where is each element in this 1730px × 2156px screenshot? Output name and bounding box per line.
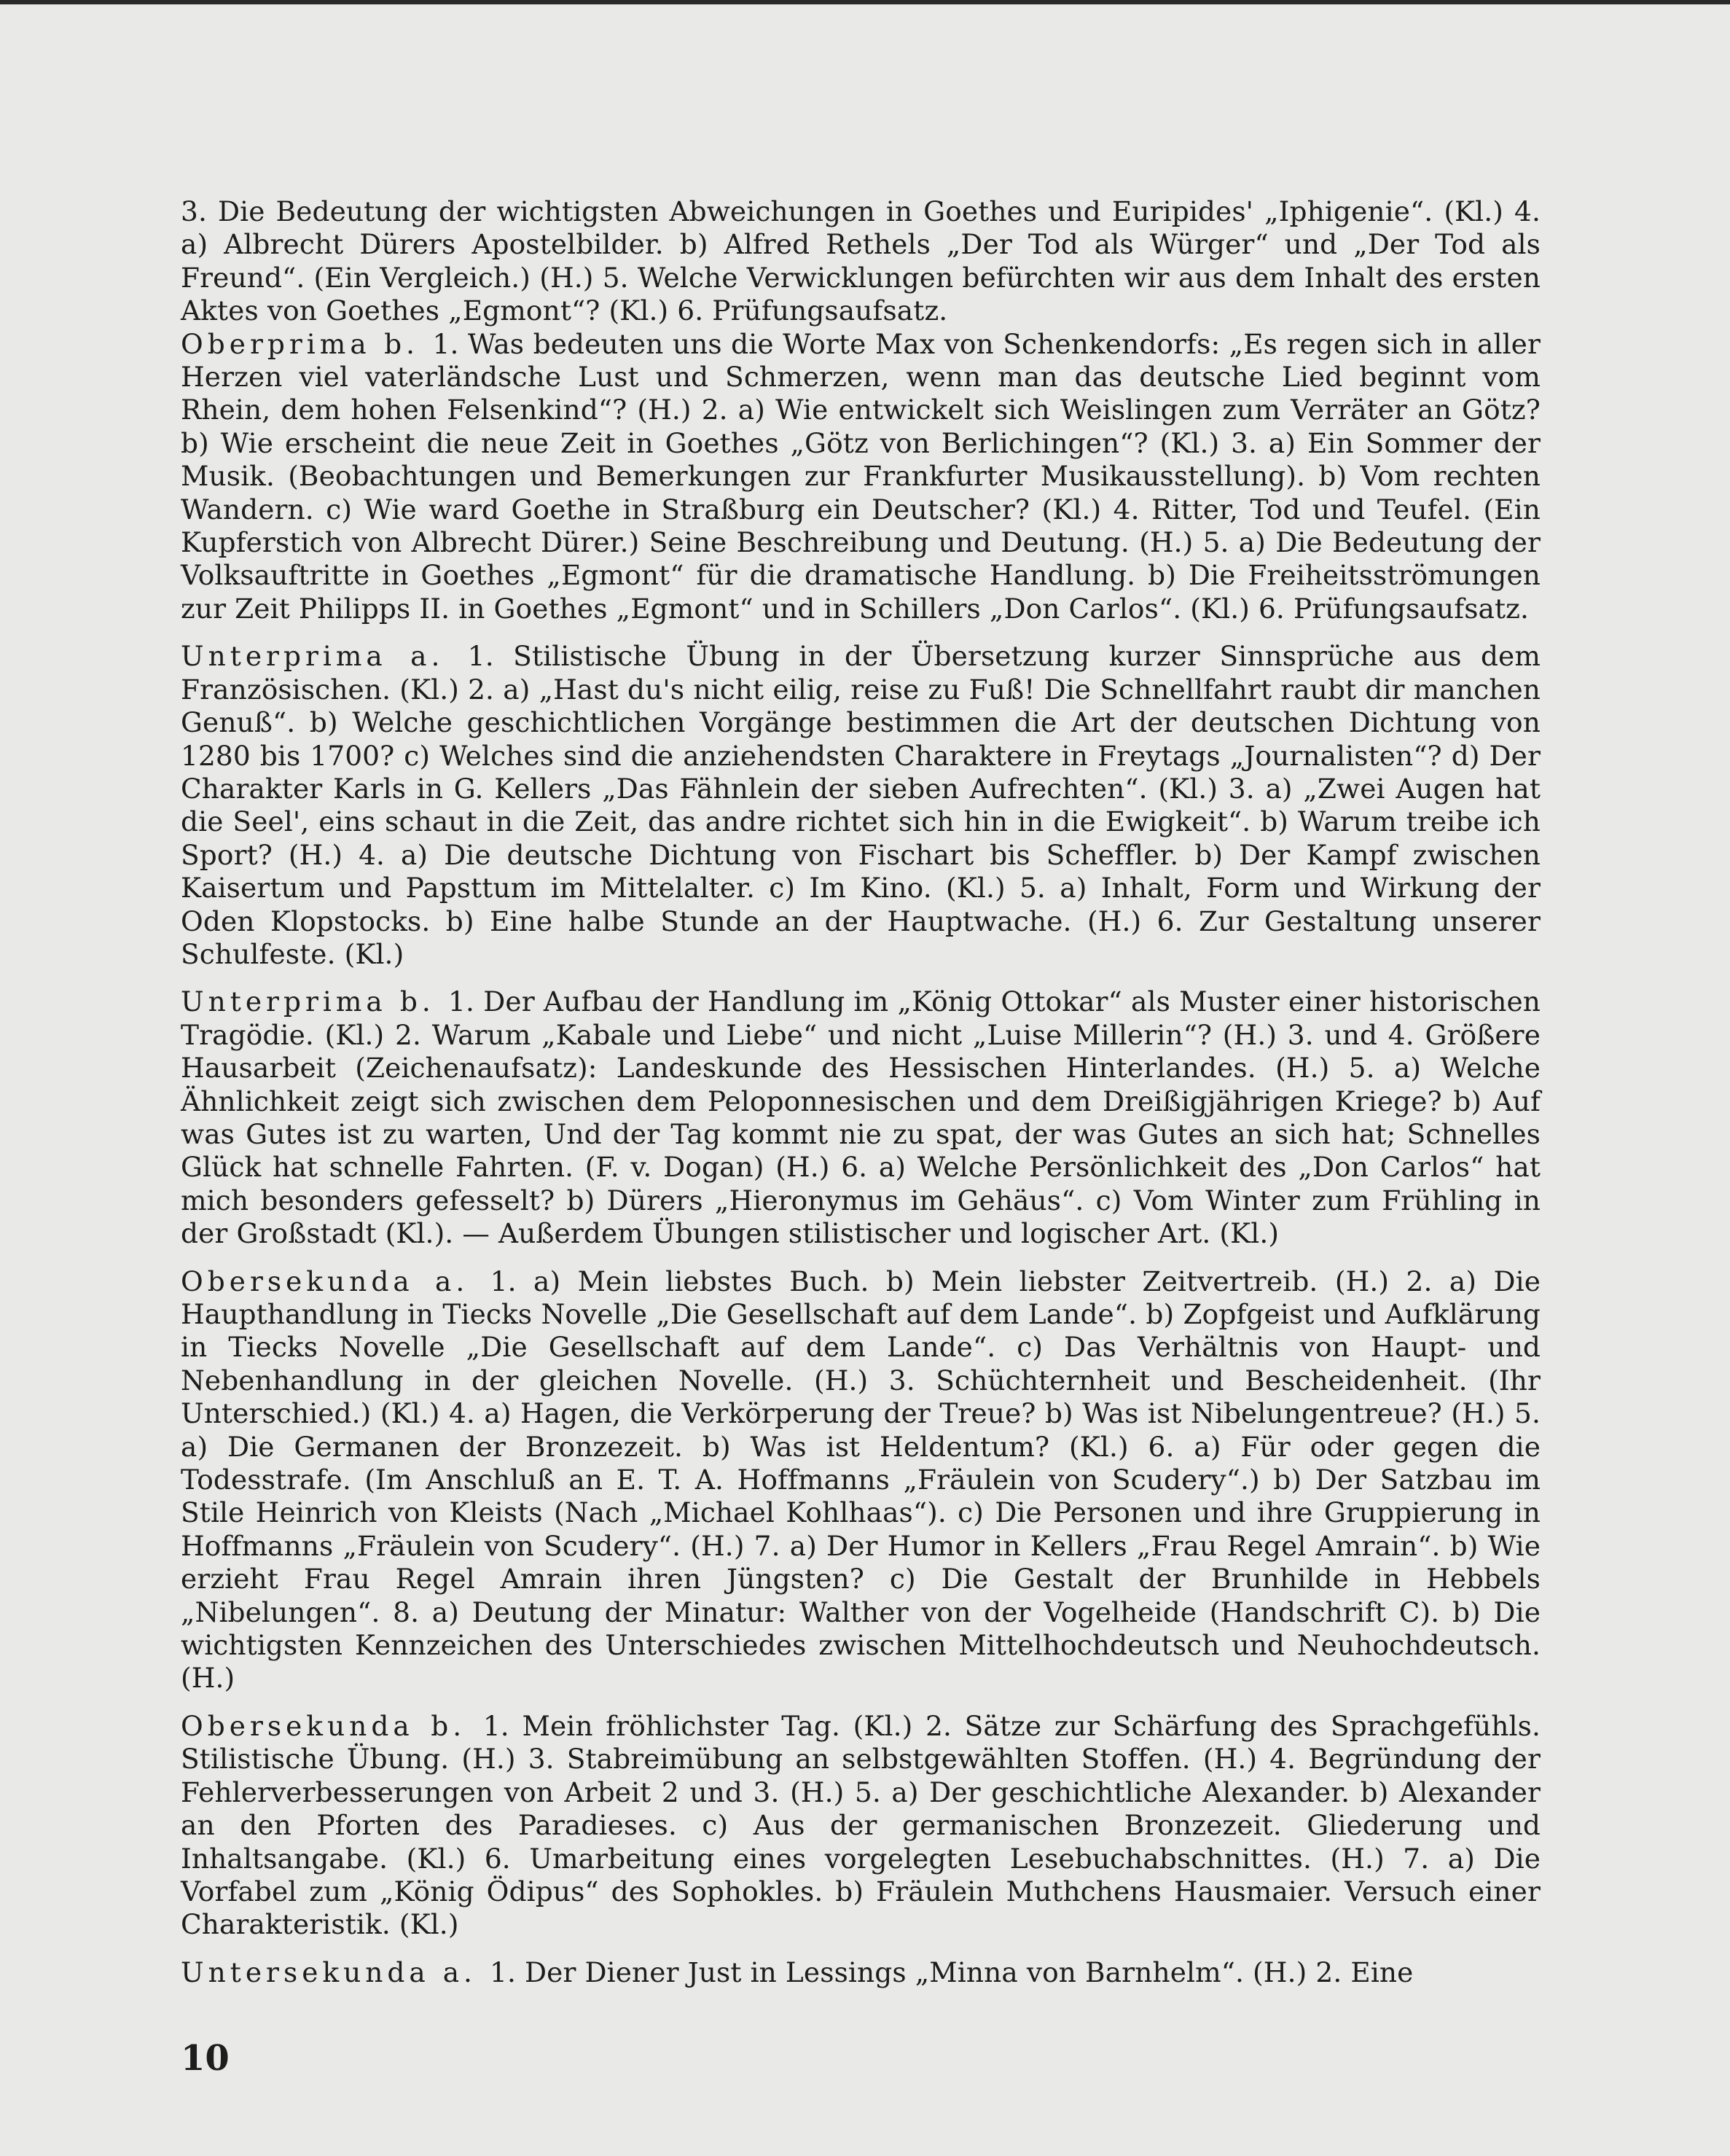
paragraph-prima-a-continued	[181, 195, 1541, 328]
class-heading: Unterprima a.	[181, 640, 445, 673]
paragraph-untersekunda-a	[181, 1956, 1541, 1989]
paragraph-text: 1. Mein fröhlichster Tag. (Kl.) 2. Sätze zur Schärfung des Sprachgefühls. Stilistische Übung. (H.) 3. Stabreimübung an selbstgewählten Stoffen. (H.) 4. Begründung der Fehlerverbesserungen von Arbeit 2 und 3. (H.) 5. a) Der geschichtliche Alexander. b) Alexander an den Pforten des Paradieses. c) Aus der germanischen Bronzezeit. Gliederung und Inhaltsangabe. (Kl.) 6. Umarbeitung eines vorgelegten Lesebuchabschnittes. (H.) 7. a) Die Vorfabel zum „König Ödipus“ des Sophokles. b) Fräulein Muthchens Hausmaier. Versuch einer Charakteristik. (Kl.)	[181, 1709, 1541, 1941]
class-heading: Obersekunda a.	[181, 1265, 469, 1297]
paragraph-text: 1. Stilistische Übung in der Übersetzung kurzer Sinnsprüche aus dem Französischen. (Kl.) 2. a) „Hast du's nicht eilig, reise zu Fuß! Die Schnellfahrt raubt dir manchen Genuß“. b) Welche geschichtlichen Vorgänge bestimmen die Art der deutschen Dichtung von 1280 bis 1700? c) Welches sind die anziehendsten Charaktere in Freytags „Journalisten“? d) Der Charakter Karls in G. Kellers „Das Fähnlein der sieben Aufrechten“. (Kl.) 3. a) „Zwei Augen hat die Seel', eins schaut in die Zeit, das andre richtet sich hin in die Ewigkeit“. b) Warum treibe ich Sport? (H.) 4. a) Die deutsche Dichtung von Fischart bis Scheffler. b) Der Kampf zwischen Kaisertum und Papsttum im Mittelalter. c) Im Kino. (Kl.) 5. a) Inhalt, Form und Wirkung der Oden Klopstocks. b) Eine halbe Stunde an der Hauptwache. (H.) 6. Zur Gestaltung unserer Schulfeste. (Kl.)	[181, 640, 1541, 970]
class-heading: Untersekunda a.	[181, 1956, 477, 1988]
page-body	[181, 195, 1541, 1989]
paragraph-text: 1. Der Aufbau der Handlung im „König Ottokar“ als Muster einer historischen Tragödie. (Kl.) 2. Warum „Kabale und Liebe“ und nicht „Luise Millerin“? (H.) 3. und 4. Größere Hausarbeit (Zeichenaufsatz): Landeskunde des Hessischen Hinterlandes. (H.) 5. a) Welche Ähnlichkeit zeigt sich zwischen dem Peloponnesischen und dem Dreißigjährigen Kriege? b) Auf was Gutes ist zu warten, Und der Tag kommt nie zu spat, der was Gutes an sich hat; Schnelles Glück hat schnelle Fahrten. (F. v. Dogan) (H.) 6. a) Welche Persönlichkeit des „Don Carlos“ hat mich besonders gefesselt? b) Dürers „Hieronymus im Gehäus“. c) Vom Winter zum Frühling in der Großstadt (Kl.). — Außerdem Übungen stilistischer und logischer Art. (Kl.)	[181, 985, 1541, 1250]
paragraph-text: 3. Die Bedeutung der wichtigsten Abweichungen in Goethes und Euripides' „Iphigenie“. (Kl.) 4. a) Albrecht Dürers Apostelbilder. b) Alfred Rethels „Der Tod als Würger“ und „Der Tod als Freund“. (Ein Vergleich.) (H.) 5. Welche Verwicklungen befürchten wir aus dem Inhalt des ersten Aktes von Goethes „Egmont“? (Kl.) 6. Prüfungsaufsatz.	[181, 195, 1541, 327]
paragraph-obersekunda-a	[181, 1265, 1541, 1695]
paragraph-unterprima-a	[181, 640, 1541, 971]
scan-top-edge	[0, 0, 1730, 4]
class-heading: Oberprima b.	[181, 327, 420, 360]
paragraph-oberprima-b	[181, 328, 1541, 626]
paragraph-text: 1. Was bedeuten uns die Worte Max von Schenkendorfs: „Es regen sich in aller Herzen viel vaterländsche Lust und Schmerzen, wenn man das deutsche Lied beginnt vom Rhein, dem hohen Felsenkind“? (H.) 2. a) Wie entwickelt sich Weislingen zum Verräter an Götz? b) Wie erscheint die neue Zeit in Goethes „Götz von Berlichingen“? (Kl.) 3. a) Ein Sommer der Musik. (Beobachtungen und Bemerkungen zur Frankfurter Musikausstellung). b) Vom rechten Wandern. c) Wie ward Goethe in Straßburg ein Deutscher? (Kl.) 4. Ritter, Tod und Teufel. (Ein Kupferstich von Albrecht Dürer.) Seine Beschreibung und Deutung. (H.) 5. a) Die Bedeutung der Volksauftritte in Goethes „Egmont“ für die dramatische Handlung. b) Die Freiheitsströmungen zur Zeit Philipps II. in Goethes „Egmont“ und in Schillers „Don Carlos“. (Kl.) 6. Prüfungsaufsatz.	[181, 327, 1541, 625]
paragraph-text: 1. Der Diener Just in Lessings „Minna von Barnhelm“. (H.) 2. Eine	[490, 1956, 1414, 1988]
paragraph-text: 1. a) Mein liebstes Buch. b) Mein liebster Zeitvertreib. (H.) 2. a) Die Haupthandlung in Tiecks Novelle „Die Gesellschaft auf dem Lande“. b) Zopfgeist und Aufklärung in Tiecks Novelle „Die Gesellschaft auf dem Lande“. c) Das Verhältnis von Haupt- und Nebenhandlung in der gleichen Novelle. (H.) 3. Schüchternheit und Bescheidenheit. (Ihr Unterschied.) (Kl.) 4. a) Hagen, die Verkörperung der Treue? b) Was ist Nibelungentreue? (H.) 5. a) Die Germanen der Bronzezeit. b) Was ist Heldentum? (Kl.) 6. a) Für oder gegen die Todesstrafe. (Im Anschluß an E. T. A. Hoffmanns „Fräulein von Scudery“.) b) Der Satzbau im Stile Heinrich von Kleists (Nach „Michael Kohlhaas“). c) Die Personen und ihre Gruppierung in Hoffmanns „Fräulein von Scudery“. (H.) 7. a) Der Humor in Kellers „Frau Regel Amrain“. b) Wie erzieht Frau Regel Amrain ihren Jüngsten? c) Die Gestalt der Brunhilde in Hebbels „Nibelungen“. 8. a) Deutung der Minatur: Walther von der Vogelheide (Handschrift C). b) Die wichtigsten Kennzeichen des Unterschiedes zwischen Mittelhochdeutsch und Neuhochdeutsch. (H.)	[181, 1265, 1541, 1695]
class-heading: Obersekunda b.	[181, 1709, 466, 1742]
class-heading: Unterprima b.	[181, 985, 435, 1018]
paragraph-obersekunda-b	[181, 1710, 1541, 1942]
page-number: 10	[181, 2038, 230, 2079]
paragraph-unterprima-b	[181, 985, 1541, 1250]
